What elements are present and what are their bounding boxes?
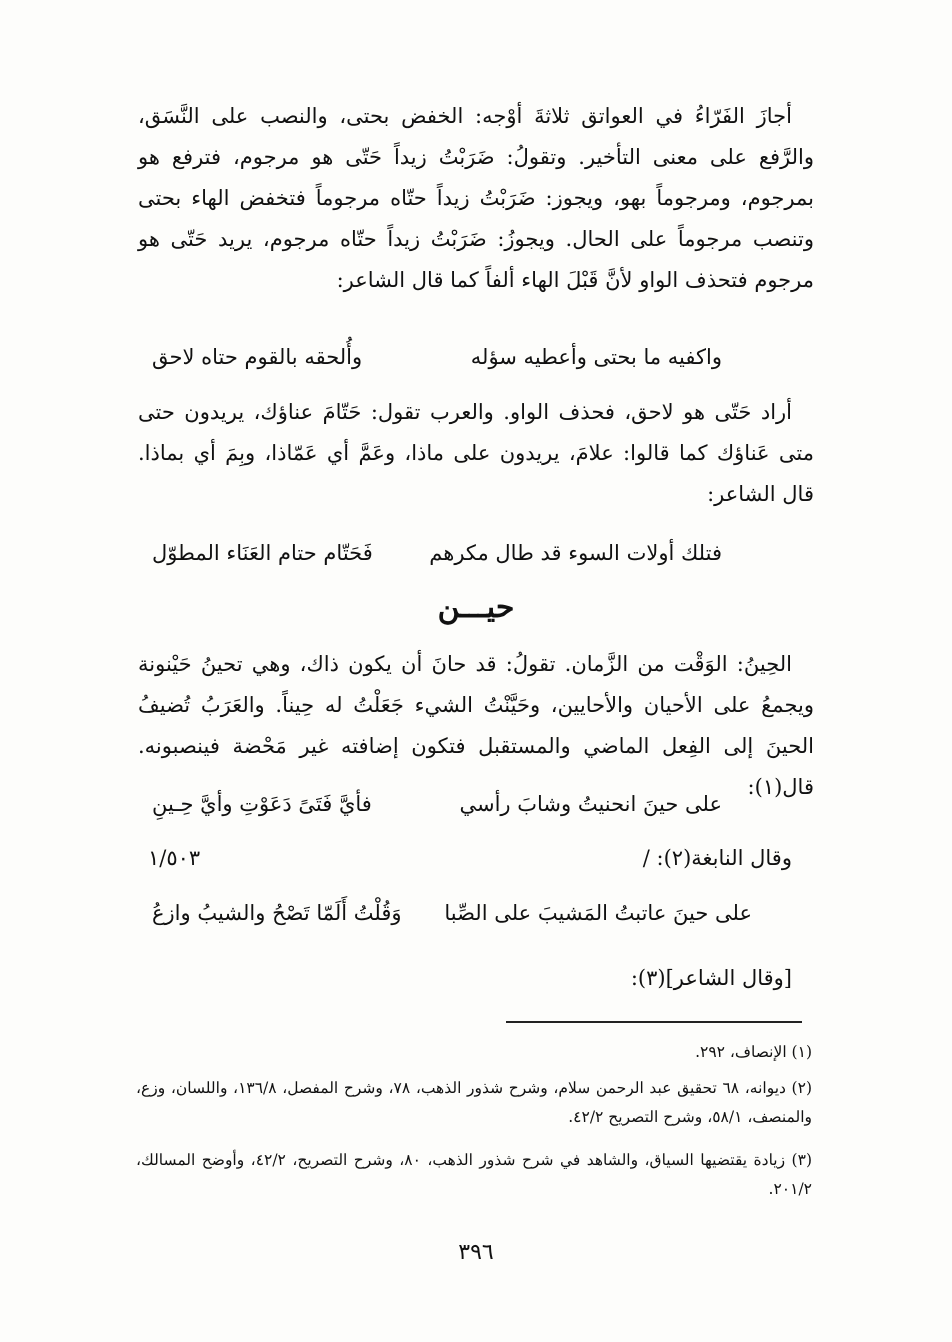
footnote-1: (١) الإنصاف، ٢٩٢.: [695, 1043, 812, 1061]
section-heading: حيـــن: [437, 590, 515, 625]
footnote-3: (٣) زيادة يقتضيها السياق، والشاهد في شرح شذور الذهب، ٨٠، وشرح التصريح، ٤٢/٢، وأوضح المسالك، ٢٠١/٢.: [136, 1151, 812, 1198]
paragraph-2-text: أراد حَتّى هو لاحق، فحذف الواو. والعرب تقول: حَتّامَ عناؤك، يريدون حتى متى عَناؤك كما قالوا: علامَ، يريدون على ماذا، وعَمَّ أي عَمّاذا، وبِمَ أي بماذا. قال الشاعر:: [138, 400, 814, 506]
verse-1: [152, 339, 792, 375]
paragraph-3: [138, 644, 814, 808]
paragraph-3-text: الحِينُ: الوَقْت من الزَّمان. تقولُ: قد حانَ أن يكون ذاك، وهي تحينُ حَيْنونة ويجمعُ على الأحيان والأحايين، وحَيَّنْتُ الشيء جَعَلْتُ له حِيناً. والعَرَبُ تُضيفُ الحينَ إلى الفِعل الماضي والمستقبل فتكون إضافته غير مَحْضة فينصبونه. قال(١):: [138, 652, 814, 799]
verse-4-first-hemistich: على حينَ عاتبتُ المَشيبَ على الصِّبا: [444, 901, 752, 925]
verse-2-first-hemistich: فتلك أولات السوء قد طال مكرهم: [429, 541, 722, 565]
verse-4: [152, 895, 792, 931]
nabigha-intro-line: وقال النابغة(٢): /: [642, 846, 792, 870]
verse-2: [152, 535, 792, 571]
verse-2-second-hemistich: فَحَتّام حتام العَنَاء المطوّل: [152, 541, 373, 565]
paragraph-1-text: أجازَ الفَرّاءُ في العواتق ثلاثةَ أوْجه: الخفض بحتى، والنصب على النَّسَق، والرَّفع على معنى التأخير. وتقولُ: ضَرَبْتُ زيداً حَتّى هو مرجوم، فترفع هو بمرجوم، ومرجوماً بهو، ويجوز: ضَرَبْتُ زيداً حتّاه مرجوماً فتخفض الهاء بحتى وتنصب مرجوماً على الحال. ويجوزُ: ضَرَبْتُ زيداً حتّاه مرجوم، يريد حَتّى هو مرجوم فتحذف الواو لأنَّ قَبْلَ الهاء ألفاً كما قال الشاعر:: [138, 104, 814, 292]
verse-1-second-hemistich: وأُلحقه بالقوم حتاه لاحق: [152, 345, 363, 369]
paragraph-1: [138, 96, 814, 301]
footnote-2: (٢) ديوانه، ٦٨ تحقيق عبد الرحمن سلام، وشرح شذور الذهب، ٧٨، وشرح المفصل، ١٣٦/٨، واللسان، وزع، والمنصف، ٥٨/١، وشرح التصريح ٤٢/٢.: [136, 1079, 812, 1126]
verse-3-second-hemistich: فأيَّ فَتَىً دَعَوْتِ وأيَّ حِـينِ: [152, 792, 372, 816]
paragraph-2: [138, 392, 814, 515]
page-number: ٣٩٦: [458, 1240, 494, 1265]
verse-1-first-hemistich: واكفيه ما بحتى وأعطيه سؤله: [470, 345, 722, 369]
shaer-intro-line: [وقال الشاعر](٣):: [630, 966, 792, 990]
verse-4-second-hemistich: وَقُلْتُ أَلَمّا تَصْحُ والشيبُ وازعُ: [152, 901, 402, 925]
verse-3: [152, 786, 792, 822]
footnote-divider: [506, 1021, 802, 1023]
verse-3-first-hemistich: على حينَ انحنيتُ وشابَ رأسي: [459, 792, 722, 816]
marginal-reference: ١/٥٠٣: [148, 846, 201, 870]
